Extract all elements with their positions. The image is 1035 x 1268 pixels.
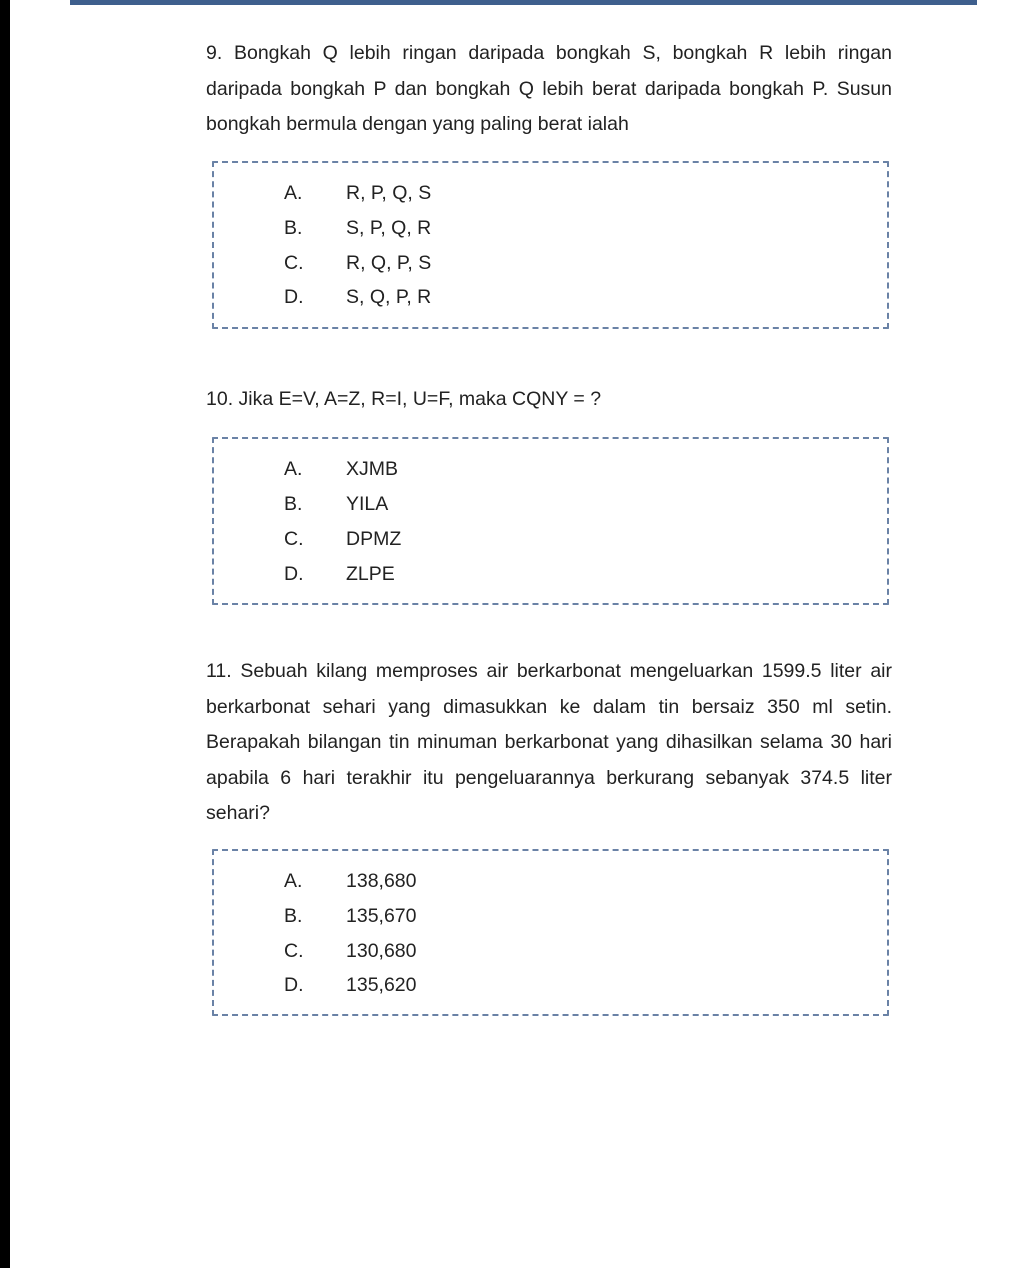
document-page <box>10 0 1035 1268</box>
option-value: 130,680 <box>346 940 417 962</box>
option-letter: D. <box>284 974 304 996</box>
option-letter: C. <box>284 252 304 274</box>
option-letter: B. <box>284 493 303 515</box>
question-10-text: 10. Jika E=V, A=Z, R=I, U=F, maka CQNY = ? <box>206 388 602 410</box>
option-value: 135,620 <box>346 974 417 996</box>
question-10-options <box>212 437 889 605</box>
question-11-text: 11. Sebuah kilang memproses air berkarbonat mengeluarkan 1599.5 liter air berkarbonat sehari yang dimasukkan ke dalam tin bersaiz 350 ml setin. Berapakah bilangan tin minuman berkarbonat yang dihasilkan selama 30 hari apabila 6 hari terakhir itu pengeluarannya berkurang sebanyak 374.5 liter sehari? <box>206 660 892 824</box>
option-value: DPMZ <box>346 528 402 550</box>
option-letter: D. <box>284 563 304 585</box>
option-letter: A. <box>284 870 303 892</box>
option-value: S, P, Q, R <box>346 217 432 239</box>
option-value: YILA <box>346 493 389 515</box>
option-letter: A. <box>284 182 303 204</box>
header-rule <box>70 0 977 5</box>
option-value: R, Q, P, S <box>346 252 432 274</box>
option-letter: C. <box>284 940 304 962</box>
question-9-options <box>212 161 889 329</box>
option-value: XJMB <box>346 458 399 480</box>
question-11-options <box>212 849 889 1016</box>
option-letter: C. <box>284 528 304 550</box>
option-value: 138,680 <box>346 870 417 892</box>
option-letter: B. <box>284 905 303 927</box>
option-value: S, Q, P, R <box>346 286 432 308</box>
question-9-text: 9. Bongkah Q lebih ringan daripada bongkah S, bongkah R lebih ringan daripada bongkah P dan bongkah Q lebih berat daripada bongkah P. Susun bongkah bermula dengan yang paling berat ialah <box>206 42 892 135</box>
option-value: ZLPE <box>346 563 395 585</box>
option-letter: B. <box>284 217 303 239</box>
option-letter: D. <box>284 286 304 308</box>
option-value: 135,670 <box>346 905 417 927</box>
option-value: R, P, Q, S <box>346 182 432 204</box>
option-letter: A. <box>284 458 303 480</box>
